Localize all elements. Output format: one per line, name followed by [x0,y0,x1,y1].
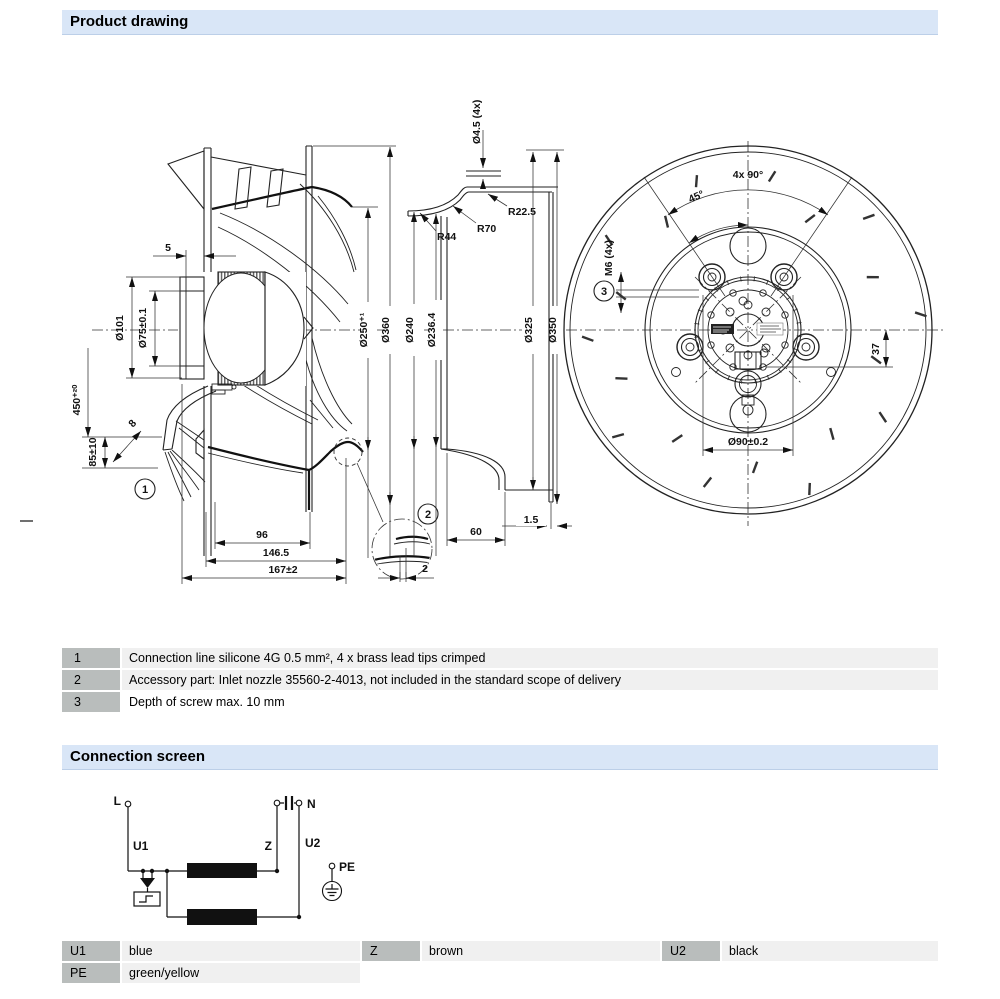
balloon-1: 1 [141,484,149,496]
earth-icon [323,882,342,901]
dim-4x90: 4x 90° [732,169,764,181]
notes-table [62,648,938,712]
wiring-lines [125,796,341,925]
section-title-connection-screen: Connection screen [62,745,938,770]
dim-167: 167±2 [268,564,298,576]
label-l: L [113,794,121,808]
winding-main [187,863,257,878]
wire-value-u1: blue [122,941,360,961]
dim-45-hole: Ø4.5 (4x) [471,99,483,144]
side-view [92,146,396,556]
dim-r70: R70 [477,223,497,235]
wire-value-pe: green/yellow [122,963,360,983]
dim-96: 96 [256,529,268,541]
wire-key-z: Z [362,941,420,961]
wire-key-u1: U1 [62,941,120,961]
empty-cell [362,963,420,983]
dim-15: 1.5 [523,514,539,526]
dim-90: Ø90±0.2 [727,436,769,448]
note-number: 3 [62,692,120,712]
wire-value-z: brown [422,941,660,961]
dim-240: Ø240 [404,317,416,343]
dim-75: Ø75±0.1 [137,307,149,349]
terminal-pe [329,863,335,869]
empty-cell [662,963,720,983]
dim-450: 450⁺²⁰ [71,384,83,416]
wire-color-table [62,941,938,983]
balloon-3: 3 [600,286,608,298]
wire-value-u2: black [722,941,938,961]
nameplate [711,323,783,335]
dim-85: 85±10 [87,437,99,467]
dim-r44: R44 [437,231,457,243]
capacitor-icon [286,796,292,810]
connection-diagram [60,780,460,938]
dim-37: 37 [870,343,882,355]
dim-325: Ø325 [523,317,535,343]
label-n: N [307,797,316,811]
wire-key-u2: U2 [662,941,720,961]
wire-key-pe: PE [62,963,120,983]
dim-8: 8 [126,417,140,430]
dim-360: Ø360 [380,317,392,343]
dim-101: Ø101 [114,315,126,341]
empty-cell [422,963,660,983]
dim-2364: Ø236.4 [426,312,438,348]
note-text: Accessory part: Inlet nozzle 35560-2-4013, not included in the standard scope of delivery [122,670,938,690]
note-number: 2 [62,670,120,690]
label-z: Z [264,839,272,853]
label-u1: U1 [133,839,149,853]
label-pe: PE [339,860,356,874]
dim-r225: R22.5 [508,206,537,218]
dim-1465: 146.5 [262,547,290,559]
note-number: 1 [62,648,120,668]
dim-2: 2 [422,563,428,575]
front-view [564,141,944,526]
product-drawing-canvas [0,95,1000,640]
label-u2: U2 [305,836,321,850]
terminal-n [296,800,302,806]
note-text: Connection line silicone 4G 0.5 mm², 4 x brass lead tips crimped [122,648,938,668]
dim-60: 60 [470,526,482,538]
empty-cell [722,963,938,983]
terminal-l [125,801,131,807]
note-text: Depth of screw max. 10 mm [122,692,938,712]
balloon-2: 2 [424,509,432,521]
dim-m6: M6 (4x) [603,239,615,277]
dim-45deg: 45° [686,188,707,206]
section-title-product-drawing: Product drawing [62,10,938,35]
dim-5: 5 [165,242,171,254]
winding-aux [187,909,257,925]
dim-250: Ø250⁺¹ [358,312,370,348]
dim-350: Ø350 [547,317,559,343]
